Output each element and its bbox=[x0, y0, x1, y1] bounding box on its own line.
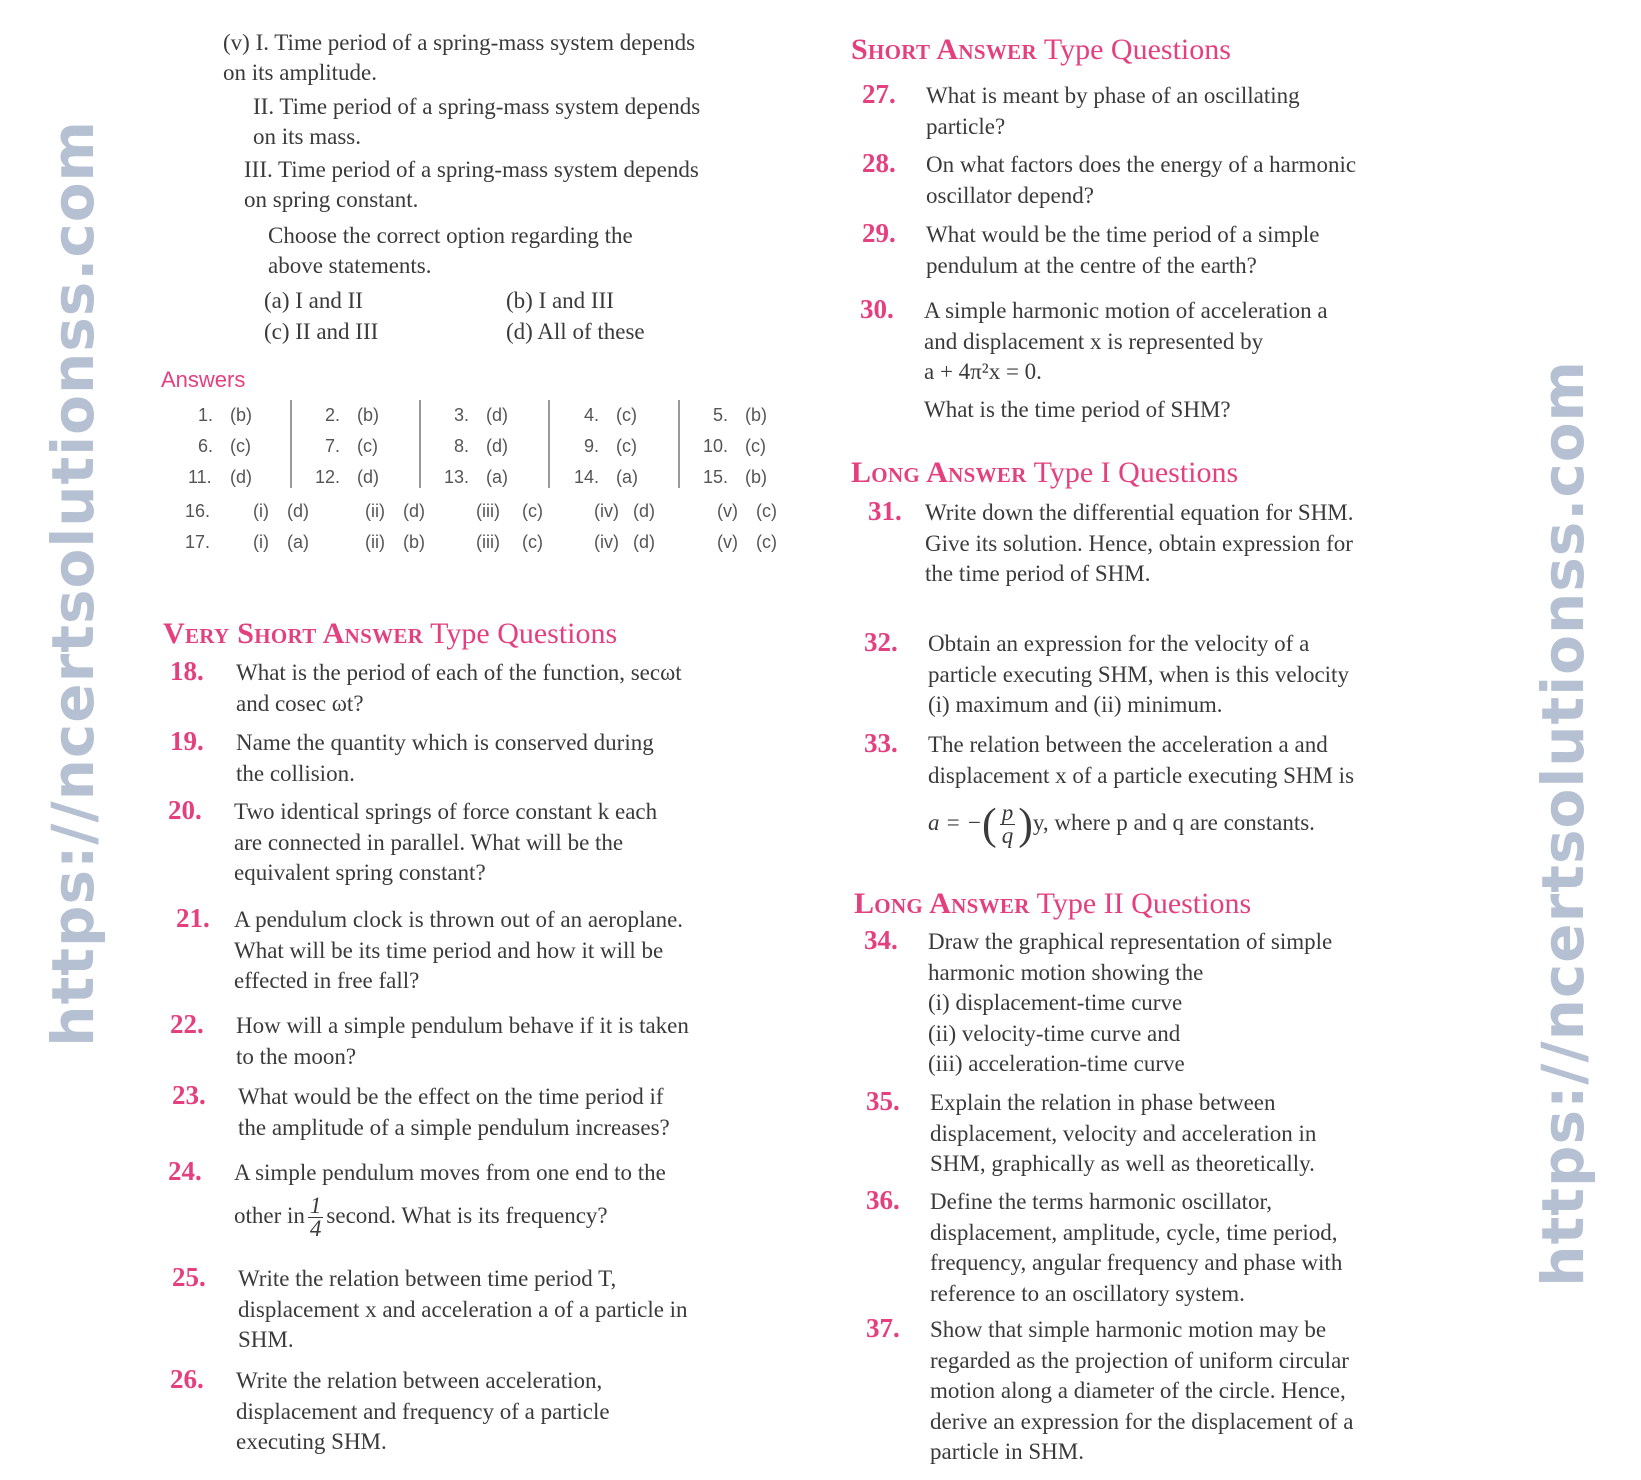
numerator: p bbox=[1001, 800, 1014, 825]
question-number: 29. bbox=[862, 218, 896, 248]
answer-number: 1. bbox=[198, 405, 214, 425]
question-number: 26. bbox=[170, 1364, 204, 1394]
question-number: 21. bbox=[176, 903, 210, 933]
question-text: A simple harmonic motion of acceleration a and displacement x is represented by a + 4π²x = 0. bbox=[924, 298, 1328, 384]
divider bbox=[290, 400, 292, 488]
heading-caps: Short Answer bbox=[851, 33, 1037, 66]
heading-caps: Very Short Answer bbox=[163, 617, 424, 650]
option-a: (a) I and II bbox=[264, 288, 363, 313]
denominator: q bbox=[1001, 823, 1014, 848]
equation-rest: y, where p and q are constants. bbox=[1032, 809, 1315, 835]
option-c: (c) II and III bbox=[264, 319, 379, 344]
question-number: 37. bbox=[866, 1313, 900, 1343]
answer-value: (b) bbox=[357, 405, 379, 425]
question-text: On what factors does the energy of a harmonic oscillator depend? bbox=[926, 152, 1357, 208]
section-heading-very-short-answer bbox=[163, 617, 617, 651]
fraction bbox=[1000, 802, 1016, 847]
answer-value: (d) bbox=[633, 501, 655, 521]
watermark: https://ncertsolutionss.com bbox=[1529, 360, 1597, 1287]
equation-lhs: a = − bbox=[928, 809, 983, 835]
answer-value: (d) bbox=[486, 436, 508, 456]
question-line: A simple pendulum moves from one end to the bbox=[234, 1160, 666, 1185]
answer-number: 3. bbox=[454, 405, 470, 425]
heading-caps: Long Answer bbox=[854, 887, 1030, 920]
answer-value: (d) bbox=[230, 467, 252, 487]
answer-value: (c) bbox=[756, 501, 777, 521]
answer-value: (c) bbox=[745, 436, 766, 456]
equation: a = −( $\frac{p}{q}$ )y, where p and q are constants. bbox=[928, 799, 1315, 849]
question-number: 24. bbox=[168, 1156, 202, 1186]
question-text: Define the terms harmonic oscillator, displacement, amplitude, cycle, time period, frequency, angular frequency and phase with reference to an oscillatory system. bbox=[930, 1189, 1343, 1306]
answer-part: (i) bbox=[253, 532, 269, 552]
answer-value: (c) bbox=[522, 532, 543, 552]
heading-caps: Long Answer bbox=[851, 456, 1027, 489]
answer-value: (d) bbox=[633, 532, 655, 552]
question-number: 22. bbox=[170, 1009, 204, 1039]
answer-part: (i) bbox=[253, 501, 269, 521]
answer-value: (a) bbox=[287, 532, 309, 552]
answer-number: 6. bbox=[198, 436, 214, 456]
question-v-statement-1: (v) I. Time period of a spring-mass system depends on its amplitude. bbox=[223, 30, 696, 85]
heading-rest: Type Questions bbox=[1036, 33, 1231, 66]
question-number: 36. bbox=[866, 1185, 900, 1215]
question-number: 33. bbox=[864, 728, 898, 758]
answer-number: 4. bbox=[584, 405, 600, 425]
question-number: 32. bbox=[864, 627, 898, 657]
question-text: What is the time period of SHM? bbox=[924, 397, 1231, 422]
answer-number: 11. bbox=[188, 467, 212, 487]
answer-number: 9. bbox=[584, 436, 600, 456]
question-line: other in bbox=[234, 1202, 305, 1228]
question-text: Write down the differential equation for SHM. Give its solution. Hence, obtain expression for the time period of SHM. bbox=[925, 500, 1354, 586]
question-text: A pendulum clock is thrown out of an aeroplane. What will be its time period and how it will be effected in free fall? bbox=[234, 907, 684, 993]
answer-value: (b) bbox=[745, 467, 767, 487]
question-number: 20. bbox=[168, 795, 202, 825]
question-text: How will a simple pendulum behave if it is taken to the moon? bbox=[236, 1013, 689, 1069]
answer-value: (c) bbox=[522, 501, 543, 521]
answer-value: (b) bbox=[230, 405, 252, 425]
answer-part: (v) bbox=[717, 501, 738, 521]
answer-part: (ii) bbox=[365, 532, 385, 552]
question-number: 31. bbox=[868, 496, 902, 526]
answer-value: (a) bbox=[486, 467, 508, 487]
section-heading-short-answer bbox=[851, 33, 1231, 67]
question-v-prompt: Choose the correct option regarding the above statements. bbox=[268, 223, 633, 278]
answer-number: 13. bbox=[444, 467, 470, 487]
answer-part: (ii) bbox=[365, 501, 385, 521]
option-d: (d) All of these bbox=[506, 319, 645, 344]
answer-value: (d) bbox=[287, 501, 309, 521]
question-text: Show that simple harmonic motion may be regarded as the projection of uniform circular motion along a diameter of the circle. Hence, derive an expression for the displacement of a particle in SHM. bbox=[930, 1317, 1354, 1464]
question-v-statement-3: III. Time period of a spring-mass system depends on spring constant. bbox=[244, 157, 699, 212]
answer-number: 8. bbox=[454, 436, 470, 456]
question-text: What is the period of each of the function, secωt and cosec ωt? bbox=[236, 660, 682, 716]
answers-title: Answers bbox=[161, 367, 246, 392]
question-line: second. What is its frequency? bbox=[326, 1202, 608, 1228]
question-text bbox=[234, 1158, 834, 1240]
answer-part: (v) bbox=[717, 532, 738, 552]
answer-value: (d) bbox=[357, 467, 379, 487]
question-text: Name the quantity which is conserved during the collision. bbox=[236, 730, 654, 786]
question-text: Explain the relation in phase between displacement, velocity and acceleration in SHM, graphically as well as theoretically. bbox=[930, 1090, 1317, 1176]
question-text: Write the relation between acceleration, displacement and frequency of a particle executing SHM. bbox=[236, 1368, 610, 1454]
question-number: 28. bbox=[862, 148, 896, 178]
answer-part: (iii) bbox=[476, 532, 500, 552]
answer-value: (d) bbox=[403, 501, 425, 521]
answer-value: (c) bbox=[756, 532, 777, 552]
question-number: 25. bbox=[172, 1262, 206, 1292]
answer-number: 5. bbox=[713, 405, 729, 425]
watermark: https://ncertsolutionss.com bbox=[39, 120, 107, 1047]
question-number: 34. bbox=[864, 925, 898, 955]
divider bbox=[419, 400, 421, 488]
question-number: 30. bbox=[860, 294, 894, 324]
question-text: What would be the effect on the time period if the amplitude of a simple pendulum increases? bbox=[238, 1084, 670, 1140]
question-text: Two identical springs of force constant k each are connected in parallel. What will be the equivalent spring constant? bbox=[234, 799, 658, 885]
question-number: 35. bbox=[866, 1086, 900, 1116]
answer-number: 10. bbox=[703, 436, 729, 456]
answer-value: (c) bbox=[230, 436, 251, 456]
divider bbox=[678, 400, 680, 488]
question-text: Obtain an expression for the velocity of a particle executing SHM, when is this velocity (i) maximum and (ii) minimum. bbox=[928, 631, 1349, 717]
divider bbox=[548, 400, 550, 488]
section-heading-long-answer-2 bbox=[854, 887, 1251, 921]
answer-number: 2. bbox=[325, 405, 341, 425]
fraction bbox=[308, 1192, 324, 1241]
answer-value: (c) bbox=[616, 405, 637, 425]
option-b: (b) I and III bbox=[506, 288, 614, 313]
answer-part: (iii) bbox=[476, 501, 500, 521]
question-text: The relation between the acceleration a and displacement x of a particle executing SHM is bbox=[928, 732, 1355, 788]
question-text: What would be the time period of a simple pendulum at the centre of the earth? bbox=[926, 222, 1320, 278]
numerator: 1 bbox=[309, 1192, 322, 1218]
answer-number: 12. bbox=[315, 467, 341, 487]
answer-number: 7. bbox=[325, 436, 341, 456]
answer-number: 15. bbox=[703, 467, 729, 487]
answer-value: (b) bbox=[403, 532, 425, 552]
answer-value: (d) bbox=[486, 405, 508, 425]
question-number: 19. bbox=[170, 726, 204, 756]
section-heading-long-answer-1 bbox=[851, 456, 1238, 490]
answer-value: (a) bbox=[616, 467, 638, 487]
question-v-statement-2: II. Time period of a spring-mass system depends on its mass. bbox=[253, 94, 701, 149]
answer-number: 16. bbox=[185, 501, 211, 521]
question-number: 23. bbox=[172, 1080, 206, 1110]
question-text: Draw the graphical representation of simple harmonic motion showing the (i) displacement-time curve (ii) velocity-time curve and (iii) acceleration-time curve bbox=[928, 929, 1333, 1076]
answer-value: (c) bbox=[616, 436, 637, 456]
heading-rest: Type II Questions bbox=[1029, 887, 1252, 920]
heading-rest: Type Questions bbox=[423, 617, 618, 650]
answer-number: 14. bbox=[574, 467, 600, 487]
question-text: What is meant by phase of an oscillating particle? bbox=[926, 83, 1300, 139]
answer-number: 17. bbox=[185, 532, 211, 552]
answer-value: (c) bbox=[357, 436, 378, 456]
heading-rest: Type I Questions bbox=[1026, 456, 1239, 489]
question-text: Write the relation between time period T, displacement x and acceleration a of a particle in SHM. bbox=[238, 1266, 688, 1352]
answer-part: (iv) bbox=[594, 532, 619, 552]
question-number: 27. bbox=[862, 79, 896, 109]
denominator: 4 bbox=[309, 1215, 322, 1241]
question-number: 18. bbox=[170, 656, 204, 686]
answer-value: (b) bbox=[745, 405, 767, 425]
answer-part: (iv) bbox=[594, 501, 619, 521]
